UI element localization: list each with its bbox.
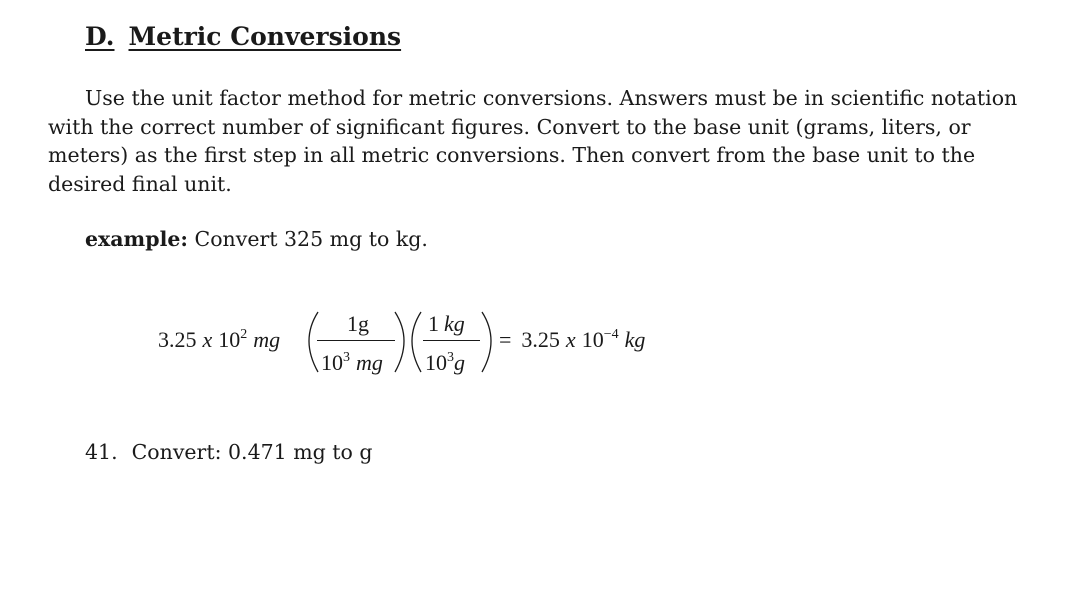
factor1-denominator: $10^3$ mg bbox=[321, 350, 383, 375]
eq-result-exponent: −4 bbox=[603, 327, 619, 342]
section-title: Metric Conversions bbox=[128, 22, 402, 51]
eq-times: x bbox=[202, 327, 213, 352]
section-letter: D. bbox=[85, 22, 115, 51]
example-label: example: bbox=[85, 227, 188, 251]
eq-start-quantity bbox=[158, 327, 280, 352]
question-41 bbox=[85, 440, 373, 464]
eq-result bbox=[499, 327, 645, 352]
factor1-right-paren bbox=[395, 312, 404, 372]
factor2-right-paren bbox=[482, 312, 491, 372]
factor2-left-paren bbox=[412, 312, 421, 372]
eq-result-base: 10 bbox=[581, 327, 604, 352]
example-statement bbox=[85, 227, 428, 251]
section-heading bbox=[85, 22, 401, 51]
question-text: Convert: 0.471 mg to g bbox=[131, 440, 373, 464]
eq-result-coefficient: 3.25 bbox=[521, 327, 560, 352]
eq-start-exponent: 2 bbox=[240, 327, 248, 342]
factor1-numerator: 1g bbox=[347, 311, 369, 336]
example-equation bbox=[155, 300, 715, 390]
eq-result-times: x bbox=[565, 327, 576, 352]
eq-result-unit: kg bbox=[624, 327, 646, 352]
factor1-left-paren bbox=[309, 312, 318, 372]
question-number: 41. bbox=[85, 440, 118, 464]
instructions-paragraph: Use the unit factor method for metric conversions. Answers must be in scientific notation with the correct number of significant figures. Convert to the base unit (grams, liters, or meters) as the first step in all metric conversions. Then convert from the base unit to the desired final unit. bbox=[48, 86, 1018, 197]
eq-start-coefficient: 3.25 bbox=[158, 327, 197, 352]
factor2-denominator: $10^3g$ bbox=[425, 350, 465, 375]
example-text: Convert 325 mg to kg. bbox=[194, 227, 428, 251]
eq-equals: = bbox=[499, 327, 512, 352]
eq-start-unit: mg bbox=[253, 327, 281, 352]
factor2-numerator: 1 kg bbox=[428, 311, 465, 336]
eq-start-base: 10 bbox=[218, 327, 241, 352]
